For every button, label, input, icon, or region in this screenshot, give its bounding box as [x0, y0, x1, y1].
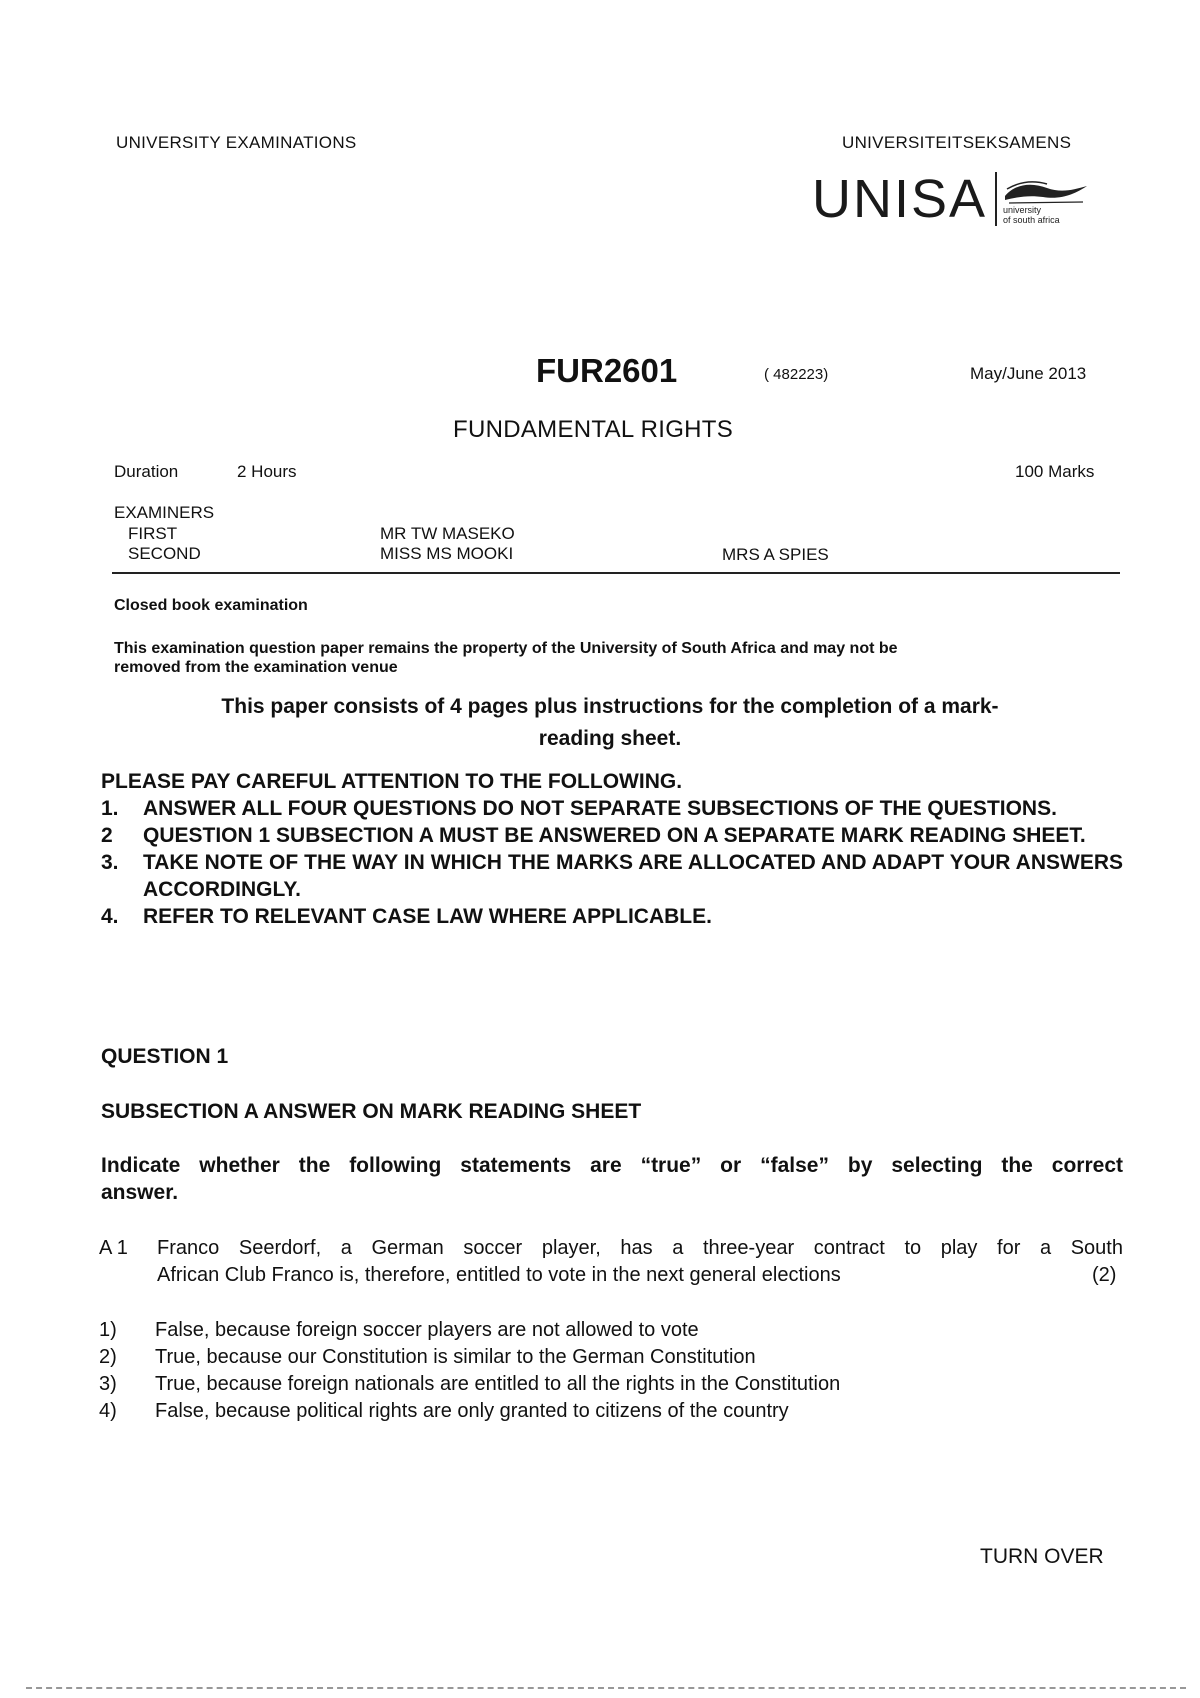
- logo-wordmark: UNISA: [812, 169, 988, 229]
- header-right: UNIVERSITEITSEKSAMENS: [842, 133, 1072, 152]
- examiners-heading: EXAMINERS: [114, 503, 215, 522]
- header-left: UNIVERSITY EXAMINATIONS: [116, 133, 357, 152]
- instruction-item: [101, 849, 1123, 903]
- option-text: False, because foreign soccer players are not allowed to vote: [155, 1319, 699, 1341]
- examiner-second-label: SECOND: [128, 544, 201, 563]
- instruction-number: 4.: [101, 905, 119, 928]
- logo-mark: [1003, 172, 1089, 226]
- course-code: FUR2601: [536, 352, 678, 389]
- instruction-number: 2: [101, 824, 113, 847]
- turn-over: TURN OVER: [980, 1545, 1104, 1568]
- answer-options: [99, 1317, 1099, 1425]
- instructions-heading: PLEASE PAY CAREFUL ATTENTION TO THE FOLLOWING.: [101, 770, 683, 793]
- option-number: 1): [99, 1319, 117, 1341]
- instruction-item: [101, 822, 1123, 849]
- item-a1-marks: (2): [1092, 1264, 1117, 1286]
- examiner-second-name-2: MRS A SPIES: [722, 545, 829, 564]
- answer-option: [99, 1344, 1099, 1371]
- exam-title: FUNDAMENTAL RIGHTS: [453, 416, 734, 443]
- option-text: True, because foreign nationals are entitled to all the rights in the Constitution: [155, 1373, 841, 1395]
- logo-sub-1: university: [1003, 205, 1042, 216]
- duration-label: Duration: [114, 462, 179, 481]
- option-number: 2): [99, 1346, 117, 1368]
- examiner-first-name: MR TW MASEKO: [380, 524, 515, 543]
- option-number: 3): [99, 1373, 117, 1395]
- page-count-line-1: This paper consists of 4 pages plus instructions for the completion of a mark-: [221, 695, 999, 718]
- instruction-item: [101, 795, 1123, 822]
- instruction-text: REFER TO RELEVANT CASE LAW WHERE APPLICABLE.: [143, 905, 712, 928]
- scan-edge-line: [26, 1687, 1186, 1689]
- duration-value: 2 Hours: [237, 462, 297, 481]
- examiner-second-name: MISS MS MOOKI: [380, 544, 514, 563]
- instruction-item: [101, 903, 1123, 930]
- option-text: True, because our Constitution is similar to the German Constitution: [155, 1346, 756, 1368]
- page-count-note: [100, 691, 1120, 754]
- question-1-heading: QUESTION 1: [101, 1045, 229, 1068]
- instruction-text: QUESTION 1 SUBSECTION A MUST BE ANSWERED ON A SEPARATE MARK READING SHEET.: [143, 824, 1086, 847]
- item-a1-line-2: African Club Franco is, therefore, entitled to vote in the next general elections: [157, 1264, 841, 1286]
- subsection-a-heading: SUBSECTION A ANSWER ON MARK READING SHEET: [101, 1100, 642, 1123]
- total-marks: 100 Marks: [1015, 462, 1095, 481]
- option-text: False, because political rights are only granted to citizens of the country: [155, 1400, 789, 1422]
- item-a1-line-1: Franco Seerdorf, a German soccer player, has a three-year contract to play for a South: [157, 1237, 1123, 1259]
- item-a1-label: A 1: [99, 1237, 128, 1259]
- property-note-line-1: This examination question paper remains the property of the University of South Africa and may not be: [114, 640, 898, 657]
- instruction-text: TAKE NOTE OF THE WAY IN WHICH THE MARKS ARE ALLOCATED AND ADAPT YOUR ANSWERS ACCORDINGLY.: [143, 851, 1123, 901]
- answer-option: [99, 1398, 1099, 1425]
- instruction-text: ANSWER ALL FOUR QUESTIONS DO NOT SEPARATE SUBSECTIONS OF THE QUESTIONS.: [143, 797, 1057, 820]
- closed-book-note: Closed book examination: [114, 597, 308, 614]
- paper-number: ( 482223): [764, 366, 829, 383]
- logo-divider: [995, 172, 997, 226]
- exam-session: May/June 2013: [970, 364, 1087, 383]
- question-prompt-line-2: answer.: [101, 1181, 179, 1204]
- property-note-line-2: removed from the examination venue: [114, 659, 398, 676]
- answer-option: [99, 1371, 1099, 1398]
- option-number: 4): [99, 1400, 117, 1422]
- page-count-line-2: reading sheet.: [538, 726, 682, 750]
- unisa-logo: [812, 169, 1089, 229]
- header-rule: [112, 572, 1120, 574]
- logo-sub-2: of south africa: [1003, 215, 1060, 226]
- answer-option: [99, 1317, 1099, 1344]
- examiner-first-label: FIRST: [128, 524, 178, 543]
- question-prompt-line-1: Indicate whether the following statements are “true” or “false” by selecting the correct: [101, 1154, 1123, 1177]
- instructions-list: [101, 795, 1123, 930]
- logo-bird-icon: [1003, 180, 1089, 206]
- instruction-number: 1.: [101, 797, 119, 820]
- instruction-number: 3.: [101, 851, 119, 874]
